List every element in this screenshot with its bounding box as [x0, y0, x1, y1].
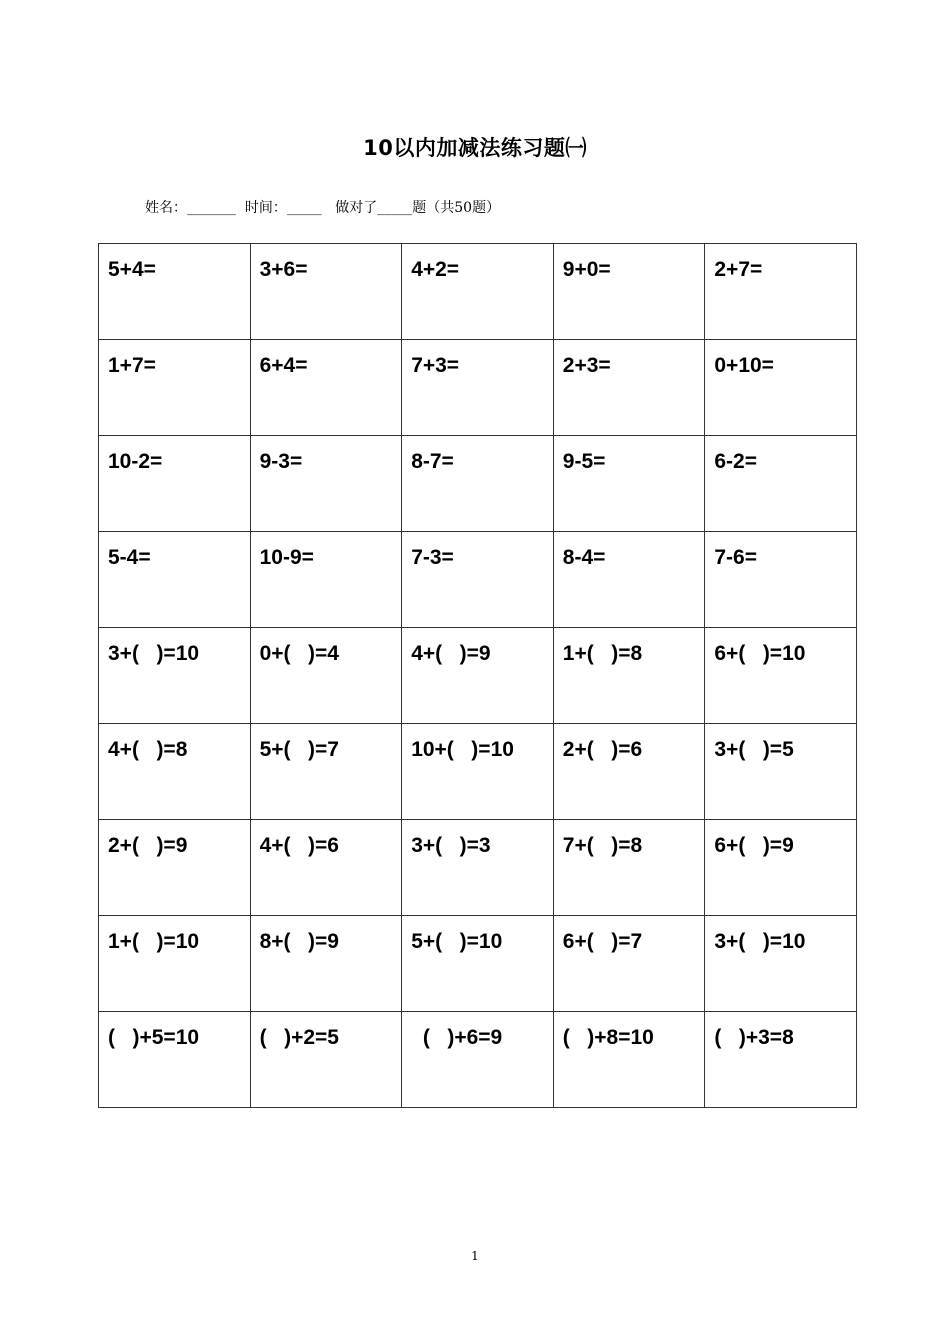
problem-cell: 7+3=: [402, 340, 554, 436]
problem-cell: 4+( )=9: [402, 628, 554, 724]
problem-cell: 1+( )=10: [99, 916, 251, 1012]
problem-cell: 6+( )=10: [705, 628, 857, 724]
info-line: 姓名：_______ 时间：_____ 做对了_____题（共50题）: [145, 200, 501, 216]
worksheet-body: [99, 244, 857, 1108]
table-row: [99, 1012, 857, 1108]
worksheet-table: [98, 243, 857, 1108]
problem-cell: 3+( )=10: [705, 916, 857, 1012]
problem-cell: 2+7=: [705, 244, 857, 340]
table-row: [99, 532, 857, 628]
problem-cell: 10+( )=10: [402, 724, 554, 820]
problem-cell: 1+( )=8: [553, 628, 705, 724]
problem-cell: 2+3=: [553, 340, 705, 436]
problem-cell: 7+( )=8: [553, 820, 705, 916]
problem-cell: 4+( )=8: [99, 724, 251, 820]
problem-cell: ( )+3=8: [705, 1012, 857, 1108]
problem-cell: ( )+2=5: [250, 1012, 402, 1108]
problem-cell: 3+6=: [250, 244, 402, 340]
table-row: [99, 436, 857, 532]
problem-cell: 8+( )=9: [250, 916, 402, 1012]
problem-cell: 6-2=: [705, 436, 857, 532]
problem-cell: 5-4=: [99, 532, 251, 628]
problem-cell: 6+( )=7: [553, 916, 705, 1012]
problem-cell: 0+10=: [705, 340, 857, 436]
problem-cell: 3+( )=3: [402, 820, 554, 916]
problem-cell: 9+0=: [553, 244, 705, 340]
problem-cell: ( )+6=9: [402, 1012, 554, 1108]
problem-cell: 5+4=: [99, 244, 251, 340]
problem-cell: 5+( )=7: [250, 724, 402, 820]
problem-cell: ( )+8=10: [553, 1012, 705, 1108]
page-title: 10以内加减法练习题㈠: [363, 136, 587, 160]
problem-cell: 8-4=: [553, 532, 705, 628]
table-row: [99, 244, 857, 340]
problem-cell: 5+( )=10: [402, 916, 554, 1012]
problem-cell: 0+( )=4: [250, 628, 402, 724]
table-row: [99, 628, 857, 724]
problem-cell: 10-2=: [99, 436, 251, 532]
problem-cell: 9-5=: [553, 436, 705, 532]
table-row: [99, 916, 857, 1012]
problem-cell: 7-6=: [705, 532, 857, 628]
problem-cell: 10-9=: [250, 532, 402, 628]
page-number: 1: [471, 1249, 479, 1263]
problem-cell: 2+( )=6: [553, 724, 705, 820]
table-row: [99, 724, 857, 820]
problem-cell: 2+( )=9: [99, 820, 251, 916]
problem-cell: 6+( )=9: [705, 820, 857, 916]
table-row: [99, 820, 857, 916]
problem-cell: 4+2=: [402, 244, 554, 340]
problem-cell: 7-3=: [402, 532, 554, 628]
problem-cell: 4+( )=6: [250, 820, 402, 916]
table-row: [99, 340, 857, 436]
problem-cell: 8-7=: [402, 436, 554, 532]
problem-cell: 6+4=: [250, 340, 402, 436]
problem-cell: 3+( )=10: [99, 628, 251, 724]
problem-cell: ( )+5=10: [99, 1012, 251, 1108]
problem-cell: 9-3=: [250, 436, 402, 532]
problem-cell: 1+7=: [99, 340, 251, 436]
problem-cell: 3+( )=5: [705, 724, 857, 820]
